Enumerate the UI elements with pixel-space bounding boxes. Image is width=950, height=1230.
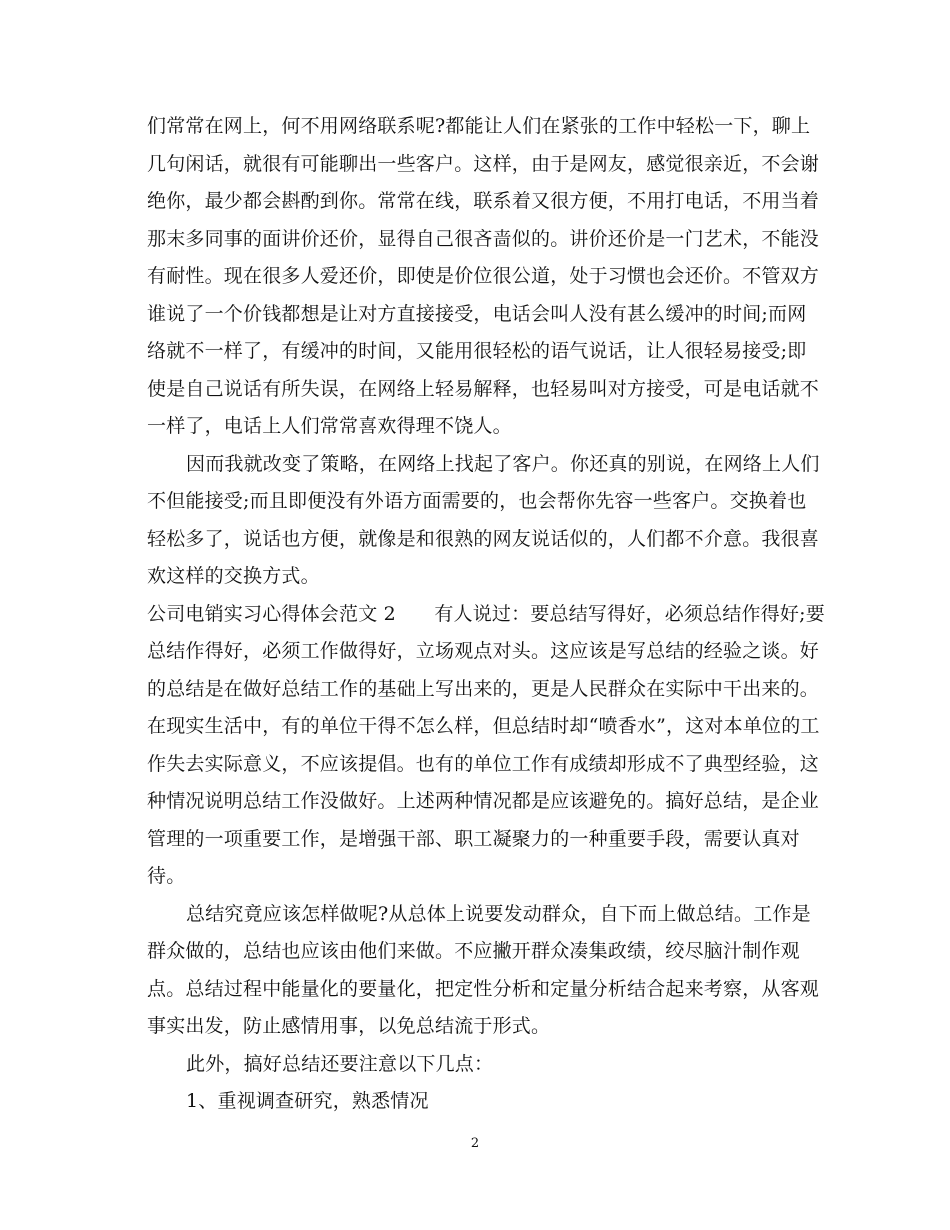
text-line: 种情况说明总结工作没做好。上述两种情况都是应该避免的。搞好总结，是企业: [147, 790, 820, 812]
text-line: 点。总结过程中能量化的要量化，把定性分析和定量分析结合起来考察，从客观: [147, 977, 820, 1000]
text-line: 此外，搞好总结还要注意以下几点：: [186, 1052, 494, 1075]
text-line: 络就不一样了，有缓冲的时间，又能用很轻松的语气说话，让人很轻易接受;即: [147, 340, 807, 362]
text-line: 总结作得好，必须工作做得好，立场观点对头。这应该是写总结的经验之谈。好: [147, 640, 820, 662]
text-line: 一样了，电话上人们常常喜欢得理不饶人。: [147, 415, 512, 437]
body-text: [147, 108, 825, 1121]
text-line: 待。: [147, 865, 186, 887]
text-line: 因而我就改变了策略，在网络上找起了客户。你还真的别说，在网络上人们: [186, 452, 820, 475]
text-line: 不但能接受;而且即便没有外语方面需要的，也会帮你先容一些客户。交换着也: [147, 490, 807, 512]
text-line: 绝你，最少都会斟酌到你。常常在线，联系着又很方便，不用打电话，不用当着: [147, 190, 820, 212]
text-line: 欢这样的交换方式。: [147, 565, 320, 587]
text-line: 在现实生活中，有的单位干得不怎么样，但总结时却“喷香水”，这对本单位的工: [147, 715, 820, 737]
text-line: 有耐性。现在很多人爱还价，即使是价位很公道，处于习惯也会还价。不管双方: [147, 265, 820, 287]
text-line: 轻松多了，说话也方便，就像是和很熟的网友说话似的，人们都不介意。我很喜: [147, 527, 820, 550]
text-line: 管理的一项重要工作，是增强干部、职工凝聚力的一种重要手段，需要认真对: [147, 827, 800, 850]
text-line: 群众做的，总结也应该由他们来做。不应撇开群众凑集政绩，绞尽脑汁制作观: [147, 940, 800, 962]
text-line: 的总结是在做好总结工作的基础上写出来的，更是人民群众在实际中干出来的。: [147, 677, 820, 700]
text-line: 作失去实际意义，不应该提倡。也有的单位工作有成绩却形成不了典型经验，这: [147, 752, 820, 775]
text-line: 们常常在网上，何不用网络联系呢?都能让人们在紧张的工作中轻松一下，聊上: [147, 115, 811, 137]
text-line: 几句闲话，就很有可能聊出一些客户。这样，由于是网友，感觉很亲近，不会谢: [147, 152, 820, 175]
text-line: 那末多同事的面讲价还价，显得自己很吝啬似的。讲价还价是一门艺术，不能没: [147, 227, 820, 250]
page-number: 2: [470, 1136, 480, 1151]
text-line: 总结究竟应该怎样做呢?从总体上说要发动群众，自下而上做总结。工作是: [186, 902, 811, 925]
text-line: 使是自己说话有所失误，在网络上轻易解释，也轻易叫对方接受，可是电话就不: [147, 377, 820, 400]
section-heading-line: 公司电销实习心得体会范文 2 有人说过：要总结写得好，必须总结作得好;要: [147, 602, 825, 625]
list-item-line: 1、重视调查研究，熟悉情况: [186, 1090, 429, 1112]
text-line: 谁说了一个价钱都想是让对方直接接受，电话会叫人没有甚么缓冲的时间;而网: [147, 302, 807, 325]
text-line: 事实出发，防止感情用事，以免总结流于形式。: [147, 1015, 551, 1037]
